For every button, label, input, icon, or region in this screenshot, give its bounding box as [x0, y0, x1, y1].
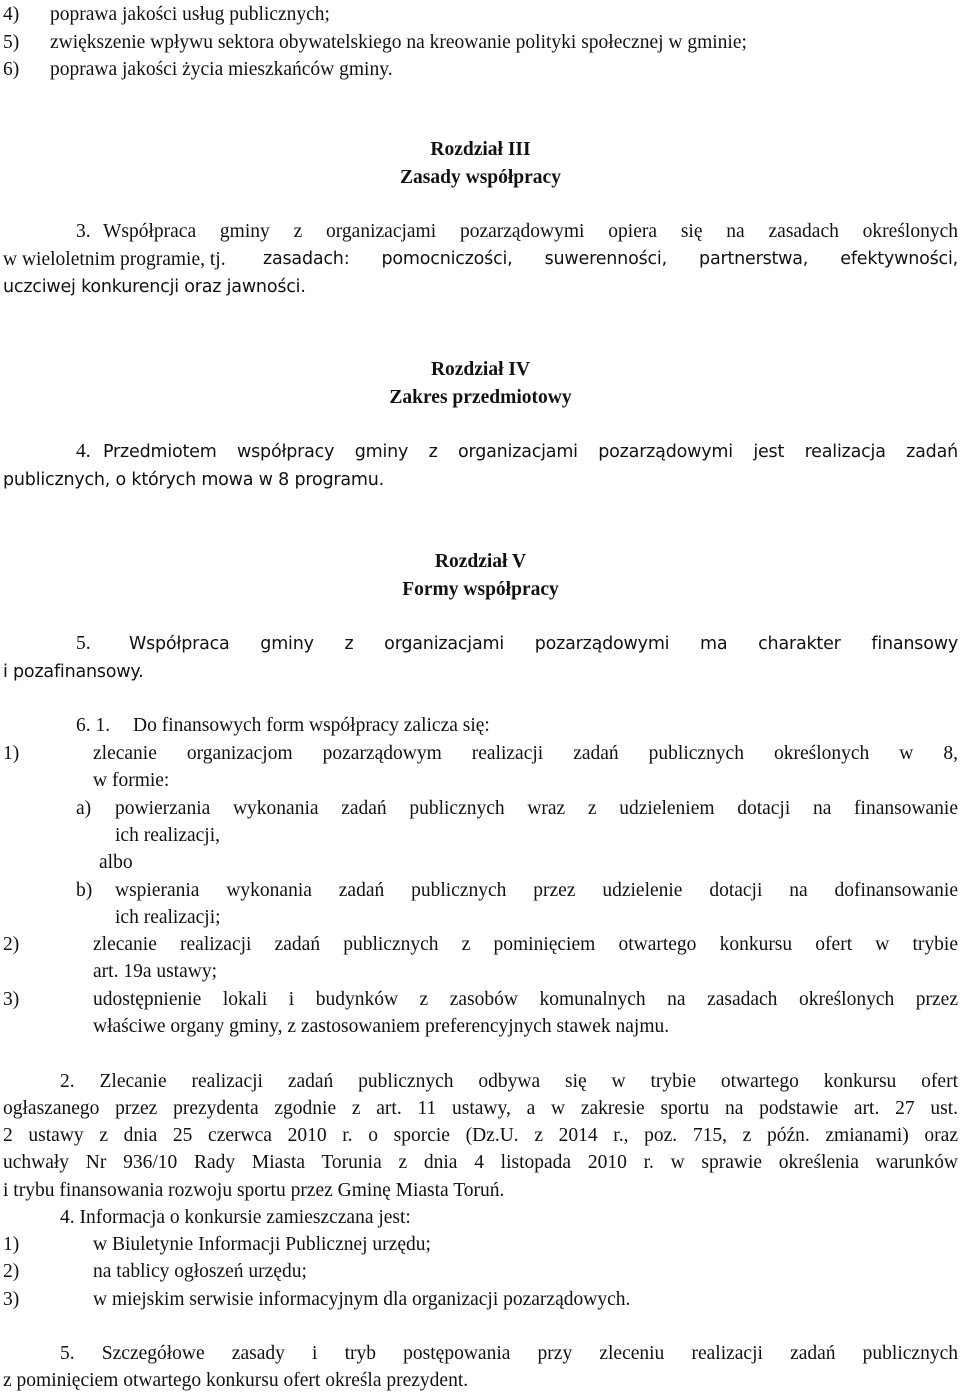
paragraph-line: publicznych, o których mowa w 8 programu. [3, 470, 385, 490]
paragraph-number: 3. [76, 221, 91, 242]
list-number: b) [76, 880, 93, 901]
paragraph-line: 4. Informacja o konkursie zamieszczana jest: [60, 1207, 411, 1228]
list-number: 5) [3, 32, 20, 53]
list-text: w miejskim serwisie informacyjnym dla organizacji pozarządowych. [93, 1289, 631, 1310]
list-text: ich realizacji; [115, 907, 221, 928]
list-number: 3) [3, 1289, 20, 1310]
list-number: a) [76, 798, 92, 819]
list-number: 4) [3, 4, 20, 25]
paragraph-text: w wieloletnim programie, tj. [3, 249, 226, 270]
list-text: ich realizacji, [115, 825, 221, 846]
paragraph-number: 6. 1. [76, 715, 111, 736]
list-number: 2) [3, 1261, 20, 1282]
list-text: powierzania wykonania zadań publicznych wraz z udzieleniem dotacji na finansowanie [115, 798, 958, 819]
paragraph-line: Przedmiotem współpracy gminy z organizacjami pozarządowymi jest realizacja zadań [103, 442, 958, 462]
list-text: albo [99, 852, 133, 873]
list-text: poprawa jakości usług publicznych; [50, 4, 330, 25]
list-text: wspierania wykonania zadań publicznych przez udzielenie dotacji na dofinansowanie [115, 880, 958, 901]
paragraph-line: Do finansowych form współpracy zalicza się: [133, 715, 490, 736]
paragraph-line: zasadach: pomocniczości, suwerenności, partnerstwa, efektywności, [263, 249, 958, 269]
list-number: 2) [3, 934, 20, 955]
list-text: na tablicy ogłoszeń urzędu; [93, 1261, 307, 1282]
list-text: w formie: [93, 770, 170, 791]
chapter-heading: Rozdział III [430, 139, 531, 160]
paragraph-line: z pominięciem otwartego konkursu ofert określa prezydent. [3, 1370, 469, 1391]
list-text: poprawa jakości życia mieszkańców gminy. [50, 59, 393, 80]
paragraph-line: 2. Zlecanie realizacji zadań publicznych odbywa się w trybie otwartego konkursu ofert [60, 1071, 958, 1092]
paragraph-line: uchwały Nr 936/10 Rady Miasta Torunia z dnia 4 listopada 2010 r. w sprawie określenia warunków [3, 1152, 958, 1173]
paragraph-number: 5. [76, 633, 91, 654]
paragraph-line [3, 246, 226, 274]
paragraph-line: i pozafinansowy. [3, 662, 144, 682]
chapter-title: Formy współpracy [402, 579, 559, 600]
list-number: 1) [3, 1234, 20, 1255]
list-text: zwiększenie wpływu sektora obywatelskiego na kreowanie polityki społecznej w gminie; [50, 32, 747, 53]
paragraph-line: 5. Szczegółowe zasady i tryb postępowania przy zleceniu realizacji zadań publicznych [60, 1343, 958, 1364]
paragraph-number: 4. [76, 441, 91, 462]
chapter-heading: Rozdział V [434, 551, 527, 572]
list-text: zlecanie realizacji zadań publicznych z pominięciem otwartego konkursu ofert w trybie [93, 934, 958, 955]
paragraph-line: i trybu finansowania rozwoju sportu przez Gminę Miasta Toruń. [3, 1180, 505, 1201]
list-number: 3) [3, 989, 20, 1010]
paragraph-line: Współpraca gminy z organizacjami pozarządowymi ma charakter finansowy [129, 634, 958, 654]
list-text: zlecanie organizacjom pozarządowym realizacji zadań publicznych określonych w 8, [93, 743, 958, 764]
paragraph-line: ogłaszanego przez prezydenta zgodnie z art. 11 ustawy, a w zakresie sportu na podstawie art. 27 ust. [3, 1098, 958, 1119]
chapter-heading: Rozdział IV [430, 359, 531, 380]
paragraph-line: uczciwej konkurencji oraz jawności. [3, 277, 306, 297]
list-text: udostępnienie lokali i budynków z zasobów komunalnych na zasadach określonych przez [93, 989, 958, 1010]
list-text: art. 19a ustawy; [93, 961, 218, 982]
chapter-title: Zakres przedmiotowy [389, 387, 572, 408]
chapter-title: Zasady współpracy [400, 167, 561, 188]
list-number: 6) [3, 59, 20, 80]
paragraph-line: 2 ustawy z dnia 25 czerwca 2010 r. o sporcie (Dz.U. z 2014 r., poz. 715, z późn. zmianami) oraz [3, 1125, 958, 1146]
list-number: 1) [3, 743, 20, 764]
list-text: właściwe organy gminy, z zastosowaniem preferencyjnych stawek najmu. [93, 1016, 670, 1037]
paragraph-line: Współpraca gminy z organizacjami pozarządowymi opiera się na zasadach określonych [103, 221, 958, 242]
list-text: w Biuletynie Informacji Publicznej urzędu; [93, 1234, 431, 1255]
